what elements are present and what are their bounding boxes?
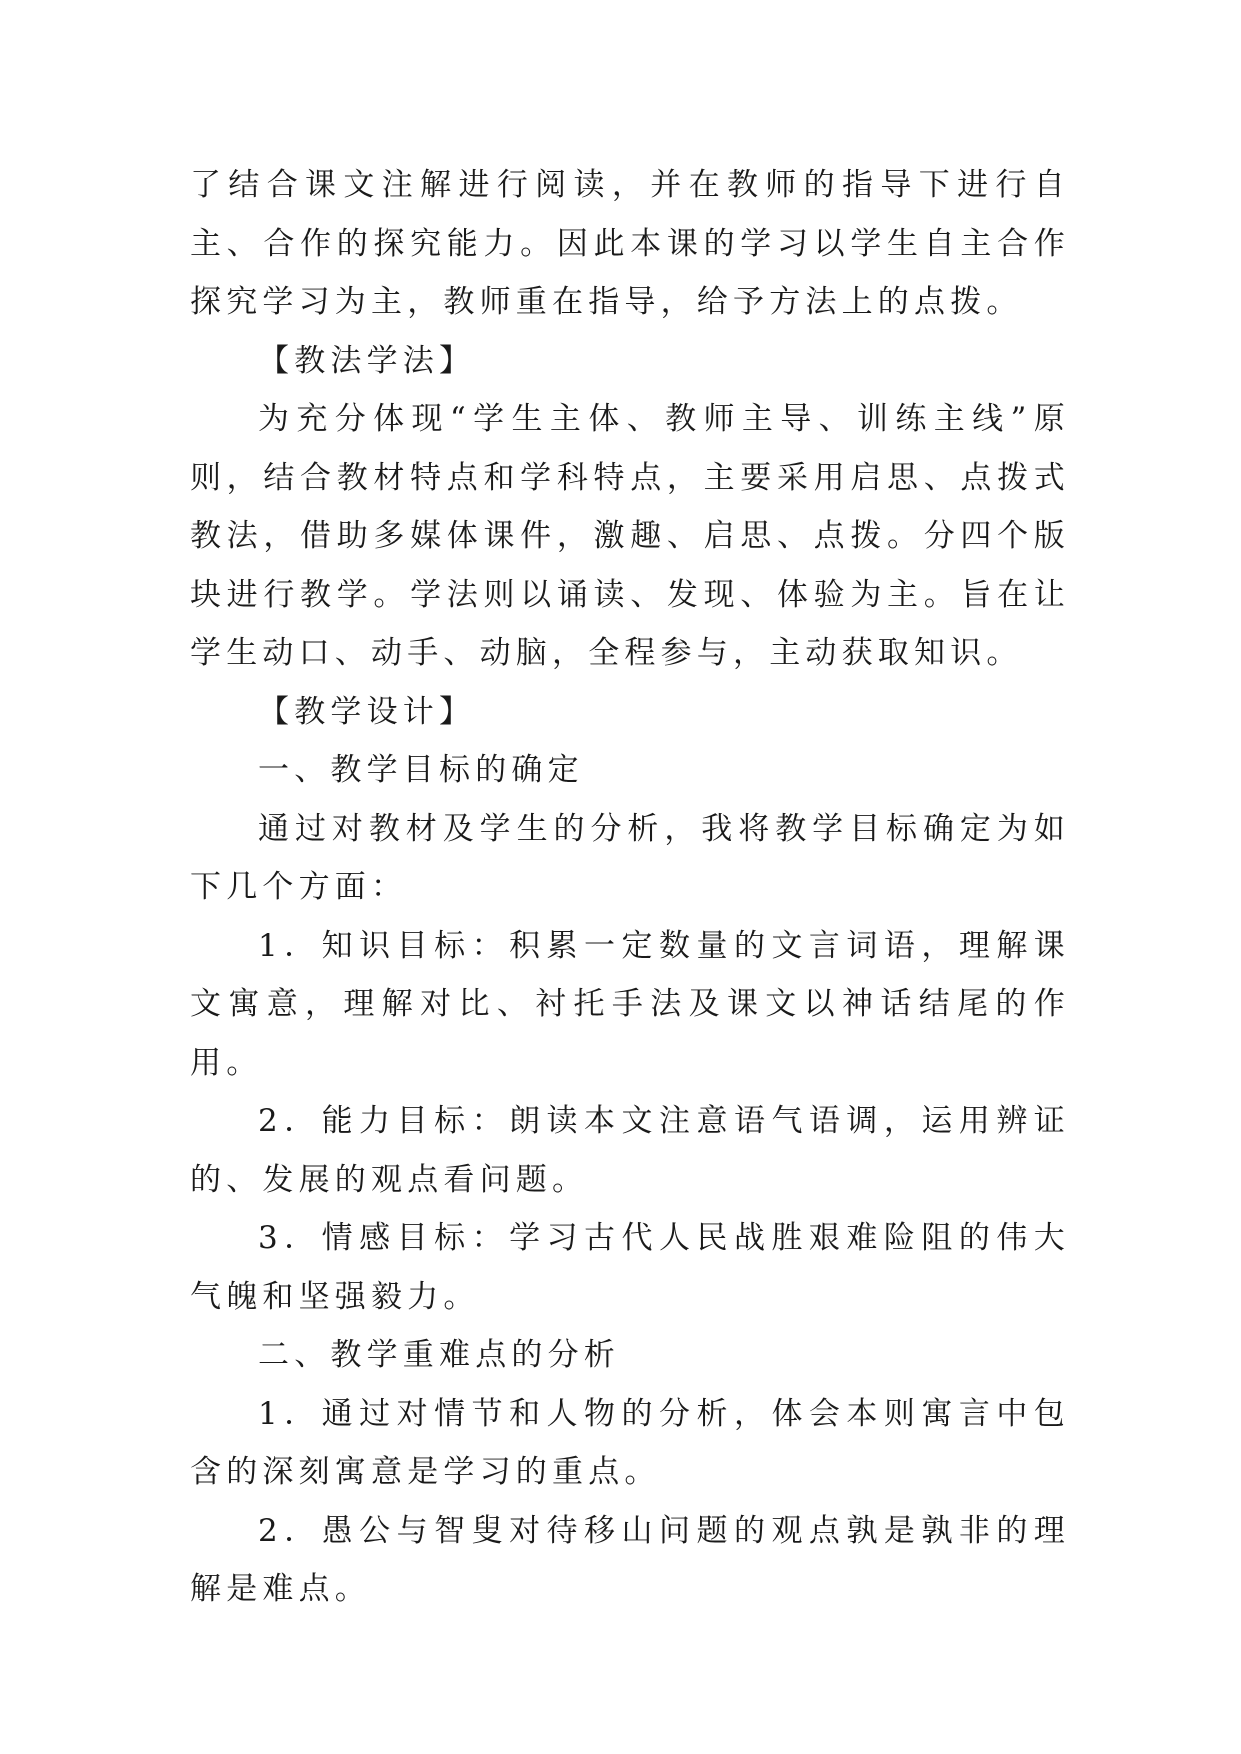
list-item: 1．知识目标：积累一定数量的文言词语，理解课文寓意，理解对比、衬托手法及课文以神话结尾的作用。 — [190, 927, 1070, 1081]
list-item: 2．愚公与智叟对待移山问题的观点孰是孰非的理解是难点。 — [190, 1512, 1070, 1607]
paragraph: 了结合课文注解进行阅读，并在教师的指导下进行自主、合作的探究能力。因此本课的学习以学生自主合作探究学习为主，教师重在指导，给予方法上的点拨。 — [190, 167, 1070, 320]
subheading-teaching-goals: 一、教学目标的确定 — [258, 752, 584, 788]
paragraph: 通过对教材及学生的分析，我将教学目标确定为如下几个方面： — [190, 810, 1070, 905]
subheading-key-points: 二、教学重难点的分析 — [258, 1337, 620, 1373]
document-body — [190, 156, 1070, 1619]
section-heading-teaching-design: 【教学设计】 — [258, 693, 476, 730]
section-heading-teaching-methods: 【教法学法】 — [258, 342, 476, 379]
list-item: 2．能力目标：朗读本文注意语气语调，运用辨证的、发展的观点看问题。 — [190, 1103, 1070, 1198]
paragraph: 为充分体现“学生主体、教师主导、训练主线”原则，结合教材特点和学科特点，主要采用启思、点拨式教法，借助多媒体课件，激趣、启思、点拨。分四个版块进行教学。学法则以诵读、发现、体验为主。旨在让学生动口、动手、动脑，全程参与，主动获取知识。 — [190, 401, 1070, 671]
list-item: 1．通过对情节和人物的分析，体会本则寓言中包含的深刻寓意是学习的重点。 — [190, 1395, 1070, 1490]
list-item: 3．情感目标：学习古代人民战胜艰难险阻的伟大气魄和坚强毅力。 — [190, 1220, 1070, 1315]
